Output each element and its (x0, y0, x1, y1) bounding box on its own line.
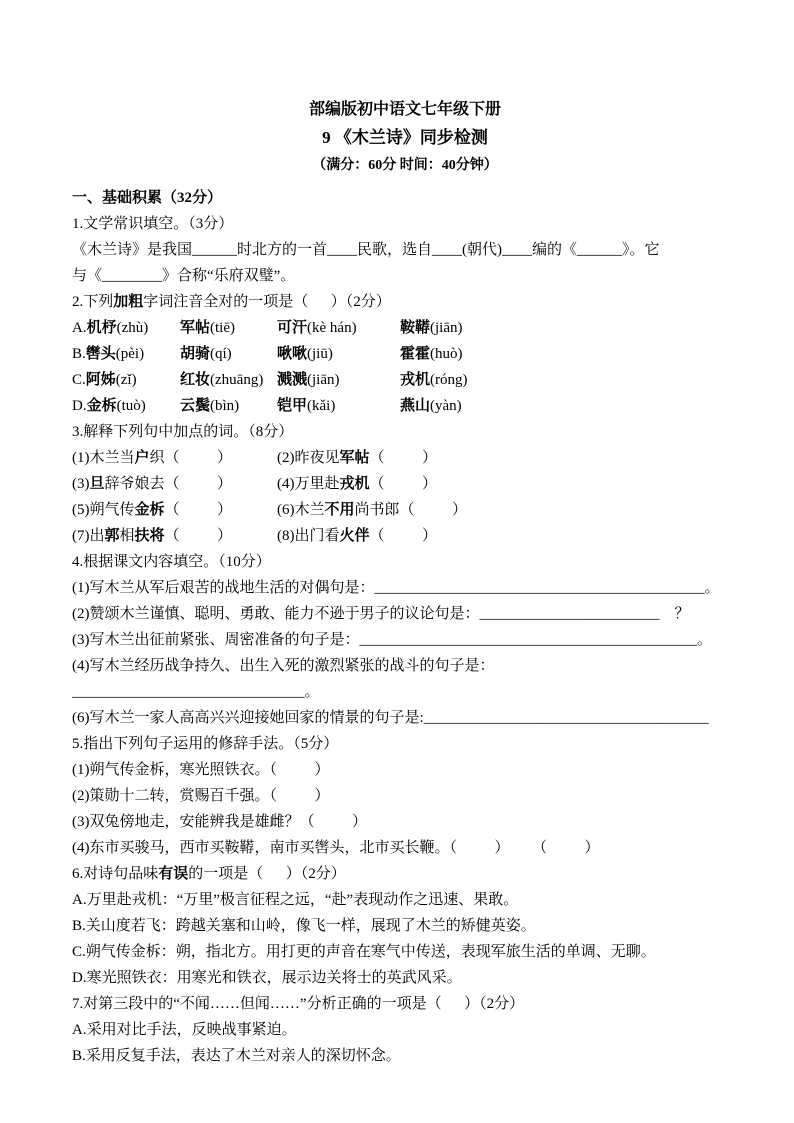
q4-heading: 4.根据课文内容填空。（10分） (72, 554, 271, 570)
doc-cell: (1)木兰当户织（ ） (72, 450, 233, 466)
emphasized-text: 戎机 (400, 372, 431, 388)
emphasized-text: 戎机 (339, 476, 370, 492)
document-header (72, 97, 738, 179)
q4-item-1: (1)写木兰从军后艰苦的战地生活的对偶句是：____________________________________________。 (72, 580, 720, 596)
q1-fill-line-2: 与《________》合称“乐府双璧”。 (72, 268, 296, 284)
q7-option-b: B.采用反复手法，表达了木兰对亲人的深切怀念。 (72, 1048, 401, 1064)
emphasized-text: 燕山 (400, 398, 431, 414)
q5-item-1: (1)朔气传金柝，寒光照铁衣。（ ） (72, 762, 330, 778)
doc-cell: D.金柝(tuò) (72, 398, 146, 414)
doc-subtitle: 9 《木兰诗》同步检测 (322, 128, 488, 147)
doc-meta: （满分：60分 时间：40分钟） (312, 158, 498, 173)
emphasized-text: 金柝 (134, 502, 165, 518)
doc-cell: (5)朔气传金柝（ ） (72, 502, 233, 518)
doc-title: 部编版初中语文七年级下册 (308, 101, 501, 118)
emphasized-text: 不用 (324, 502, 355, 518)
emphasized-text: 辔头 (85, 346, 116, 362)
doc-cell: 胡骑(qí) (180, 346, 232, 362)
q4-item-6: (6)写木兰一家人高高兴兴迎接她回家的情景的句子是:______________________________________ (72, 710, 709, 726)
q2-option-c (72, 367, 738, 393)
section-1-heading: 一、基础积累（32分） (72, 190, 223, 206)
q5-item-3: (3)双兔傍地走，安能辨我是雄雌？（ ） (72, 814, 367, 830)
emphasized-text: 军帖 (180, 320, 211, 336)
emphasized-text: 户 (134, 450, 150, 466)
q7-heading: 7.对第三段中的“不闻……但闻……”分析正确的一项是（ ）（2分） (72, 996, 525, 1012)
doc-cell: 燕山(yàn) (400, 398, 462, 414)
document-body (72, 185, 738, 1069)
emphasized-text: 霍霍 (400, 346, 431, 362)
emphasized-text: 可汗 (277, 320, 308, 336)
doc-cell: 啾啾(jiū) (277, 346, 333, 362)
doc-cell: (4)万里赴戎机（ ） (277, 476, 438, 492)
emphasized-text: 有误 (158, 866, 189, 882)
q7-option-a: A.采用对比手法，反映战事紧迫。 (72, 1022, 297, 1038)
doc-cell: (3)旦辞爷娘去（ ） (72, 476, 233, 492)
doc-cell: (7)出郭相扶将（ ） (72, 528, 233, 544)
emphasized-text: 云鬓 (180, 398, 211, 414)
doc-cell: A.机杼(zhù) (72, 320, 149, 336)
emphasized-text: 扶将 (134, 528, 165, 544)
doc-cell: 铠甲(kǎi) (277, 398, 336, 414)
q5-heading: 5.指出下列句子运用的修辞手法。（5分） (72, 736, 339, 752)
emphasized-text: 溅溅 (277, 372, 308, 388)
q6-option-d: D.寒光照铁衣：用寒光和铁衣，展示边关将士的英武风采。 (72, 970, 462, 986)
doc-cell: 可汗(kè hán) (277, 320, 357, 336)
doc-cell: 云鬓(bìn) (180, 398, 240, 414)
doc-cell: 鞍鞯(jiān) (400, 320, 463, 336)
emphasized-text: 阿姊 (85, 372, 116, 388)
doc-cell: C.阿姊(zǐ) (72, 372, 137, 388)
doc-cell: 戎机(róng) (400, 372, 468, 388)
q3-items-1-2 (72, 445, 738, 471)
q3-items-5-6 (72, 497, 738, 523)
emphasized-text: 机杼 (86, 320, 117, 336)
doc-cell: (2)昨夜见军帖（ ） (277, 450, 438, 466)
emphasized-text: 加粗 (113, 294, 144, 310)
q6-option-a: A.万里赴戎机：“万里”极言征程之远，“赴”表现动作之迅速、果敢。 (72, 892, 519, 908)
q1-fill-line-1: 《木兰诗》是我国______时北方的一首____民歌，选自____(朝代)____编的《______》。它 (72, 242, 660, 258)
emphasized-text: 红妆 (180, 372, 211, 388)
doc-cell: (8)出门看火伴（ ） (277, 528, 438, 544)
doc-cell: (6)木兰不用尚书郎（ ） (277, 502, 468, 518)
emphasized-text: 鞍鞯 (400, 320, 431, 336)
q3-items-3-4 (72, 471, 738, 497)
doc-cell: B.辔头(pèi) (72, 346, 145, 362)
doc-cell: 溅溅(jiān) (277, 372, 340, 388)
q6-option-c: C.朔气传金柝：朔，指北方。用打更的声音在寒气中传送，表现军旅生活的单调、无聊。 (72, 944, 656, 960)
emphasized-text: 铠甲 (277, 398, 308, 414)
q2-heading: 2.下列加粗字词注音全对的一项是（ ）（2分） (72, 294, 391, 310)
q2-option-b (72, 341, 738, 367)
q4-item-3: (3)写木兰出征前紧张、周密准备的句子是：_____________________________________________。 (72, 632, 712, 648)
q5-item-4: (4)东市买骏马，西市买鞍鞯，南市买辔头，北市买长鞭。（ ） （ ） (72, 840, 600, 856)
doc-cell: 军帖(tiē) (180, 320, 235, 336)
doc-cell: 霍霍(huò) (400, 346, 463, 362)
emphasized-text: 军帖 (339, 450, 370, 466)
emphasized-text: 旦 (89, 476, 105, 492)
q4-item-4: (4)写木兰经历战争持久、出生入死的激烈紧张的战斗的句子是：_______________________________。 (72, 658, 495, 700)
q3-heading: 3.解释下列句中加点的词。（8分） (72, 424, 294, 440)
emphasized-text: 啾啾 (277, 346, 308, 362)
q3-items-7-8 (72, 523, 738, 549)
emphasized-text: 火伴 (339, 528, 370, 544)
q2-option-a (72, 315, 738, 341)
emphasized-text: 郭 (104, 528, 120, 544)
q6-heading: 6.对诗句品味有误的一项是（ ）（2分） (72, 866, 346, 882)
doc-cell: 红妆(zhuāng) (180, 372, 264, 388)
q4-item-2: (2)赞颂木兰谨慎、聪明、勇敢、能力不逊于男子的议论句是：________________________ ？ (72, 606, 690, 622)
emphasized-text: 金柝 (86, 398, 117, 414)
q5-item-2: (2)策勋十二转，赏赐百千强。（ ） (72, 788, 330, 804)
q2-option-d (72, 393, 738, 419)
q6-option-b: B.关山度若飞：跨越关塞和山岭，像飞一样，展现了木兰的矫健英姿。 (72, 918, 536, 934)
emphasized-text: 胡骑 (180, 346, 211, 362)
q1-heading: 1.文学常识填空。（3分） (72, 216, 234, 232)
